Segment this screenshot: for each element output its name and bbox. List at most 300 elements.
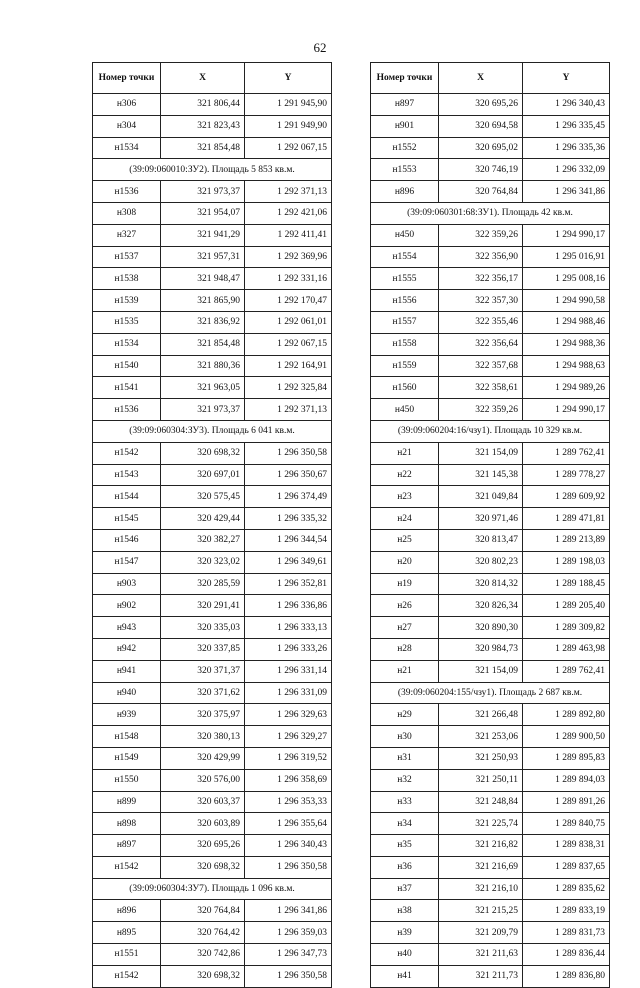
x-coordinate-cell: 322 356,64 (439, 333, 523, 355)
x-coordinate-cell: 321 854,48 (161, 333, 245, 355)
y-coordinate-cell: 1 296 331,14 (245, 660, 332, 682)
point-cell: н1551 (93, 944, 161, 966)
point-cell: н895 (93, 922, 161, 944)
table-row (93, 355, 332, 377)
point-cell: н1546 (93, 529, 161, 551)
y-coordinate-cell: 1 296 336,86 (245, 595, 332, 617)
point-cell: н1560 (371, 377, 439, 399)
point-cell: н32 (371, 769, 439, 791)
x-coordinate-cell: 320 335,03 (161, 617, 245, 639)
point-cell: н942 (93, 638, 161, 660)
x-coordinate-cell: 320 890,30 (439, 617, 523, 639)
x-coordinate-cell: 320 695,26 (439, 94, 523, 116)
table-row (93, 115, 332, 137)
point-cell: н304 (93, 115, 161, 137)
section-title: (39:09:060204:16/чзу1). Площадь 10 329 кв.м. (371, 420, 610, 442)
point-cell: н40 (371, 944, 439, 966)
table-row (371, 442, 610, 464)
y-coordinate-cell: 1 292 170,47 (245, 290, 332, 312)
y-coordinate-cell: 1 296 344,54 (245, 529, 332, 551)
x-coordinate-cell: 321 209,79 (439, 922, 523, 944)
table-row (93, 944, 332, 966)
x-coordinate-cell: 321 954,07 (161, 202, 245, 224)
y-coordinate-cell: 1 289 213,89 (523, 529, 610, 551)
y-coordinate-cell: 1 292 369,96 (245, 246, 332, 268)
y-coordinate-cell: 1 296 355,64 (245, 813, 332, 835)
y-coordinate-cell: 1 289 894,03 (523, 769, 610, 791)
x-coordinate-cell: 321 216,69 (439, 856, 523, 878)
table-row (371, 856, 610, 878)
table-row (371, 878, 610, 900)
point-cell: н896 (371, 181, 439, 203)
table-row (371, 617, 610, 639)
x-coordinate-cell: 322 357,30 (439, 290, 523, 312)
x-coordinate-cell: 320 698,32 (161, 965, 245, 987)
point-cell: н1534 (93, 333, 161, 355)
section-row (371, 682, 610, 704)
y-coordinate-cell: 1 292 067,15 (245, 333, 332, 355)
column-header-x: X (161, 63, 245, 94)
table-row (93, 638, 332, 660)
x-coordinate-cell: 320 694,58 (439, 115, 523, 137)
point-cell: н35 (371, 835, 439, 857)
y-coordinate-cell: 1 292 411,41 (245, 224, 332, 246)
x-coordinate-cell: 321 216,82 (439, 835, 523, 857)
y-coordinate-cell: 1 296 353,33 (245, 791, 332, 813)
x-coordinate-cell: 320 575,45 (161, 486, 245, 508)
point-cell: н26 (371, 595, 439, 617)
point-cell: н24 (371, 508, 439, 530)
table-row (371, 965, 610, 987)
x-coordinate-cell: 320 371,37 (161, 660, 245, 682)
x-coordinate-cell: 321 963,05 (161, 377, 245, 399)
x-coordinate-cell: 321 973,37 (161, 181, 245, 203)
x-coordinate-cell: 320 697,01 (161, 464, 245, 486)
y-coordinate-cell: 1 292 371,13 (245, 399, 332, 421)
x-coordinate-cell: 321 225,74 (439, 813, 523, 835)
x-coordinate-cell: 320 323,02 (161, 551, 245, 573)
y-coordinate-cell: 1 296 341,86 (245, 900, 332, 922)
point-cell: н1548 (93, 726, 161, 748)
table-row (371, 660, 610, 682)
table-row (93, 813, 332, 835)
x-coordinate-cell: 320 746,19 (439, 159, 523, 181)
table-row (93, 595, 332, 617)
x-coordinate-cell: 322 356,90 (439, 246, 523, 268)
coordinates-table-left-body (93, 94, 332, 988)
table-row (93, 290, 332, 312)
table-row (93, 856, 332, 878)
y-coordinate-cell: 1 296 358,69 (245, 769, 332, 791)
y-coordinate-cell: 1 296 335,45 (523, 115, 610, 137)
point-cell: н34 (371, 813, 439, 835)
x-coordinate-cell: 321 823,43 (161, 115, 245, 137)
y-coordinate-cell: 1 289 840,75 (523, 813, 610, 835)
point-cell: н902 (93, 595, 161, 617)
section-row (93, 420, 332, 442)
x-coordinate-cell: 320 285,59 (161, 573, 245, 595)
x-coordinate-cell: 320 698,32 (161, 442, 245, 464)
point-cell: н1556 (371, 290, 439, 312)
y-coordinate-cell: 1 296 374,49 (245, 486, 332, 508)
column-header-point: Номер точки (371, 63, 439, 94)
x-coordinate-cell: 321 973,37 (161, 399, 245, 421)
x-coordinate-cell: 321 154,09 (439, 660, 523, 682)
y-coordinate-cell: 1 292 164,91 (245, 355, 332, 377)
point-cell: н1557 (371, 311, 439, 333)
section-row (371, 420, 610, 442)
point-cell: н1544 (93, 486, 161, 508)
y-coordinate-cell: 1 295 008,16 (523, 268, 610, 290)
y-coordinate-cell: 1 292 061,01 (245, 311, 332, 333)
point-cell: н21 (371, 660, 439, 682)
table-row (371, 835, 610, 857)
section-row (371, 202, 610, 224)
x-coordinate-cell: 321 880,36 (161, 355, 245, 377)
table-row (371, 311, 610, 333)
x-coordinate-cell: 321 145,38 (439, 464, 523, 486)
point-cell: н1545 (93, 508, 161, 530)
table-row (371, 464, 610, 486)
y-coordinate-cell: 1 294 988,46 (523, 311, 610, 333)
point-cell: н30 (371, 726, 439, 748)
column-header-y: Y (245, 63, 332, 94)
table-row (371, 529, 610, 551)
table-row (93, 94, 332, 116)
table-row (371, 551, 610, 573)
table-row (93, 508, 332, 530)
x-coordinate-cell: 321 836,92 (161, 311, 245, 333)
table-row (93, 835, 332, 857)
point-cell: н896 (93, 900, 161, 922)
y-coordinate-cell: 1 296 329,63 (245, 704, 332, 726)
table-row (371, 355, 610, 377)
point-cell: н1534 (93, 137, 161, 159)
table-row (371, 638, 610, 660)
section-title: (39:09:060301:68:ЗУ1). Площадь 42 кв.м. (371, 202, 610, 224)
y-coordinate-cell: 1 294 990,58 (523, 290, 610, 312)
table-row (93, 442, 332, 464)
section-title: (39:09:060010:ЗУ2). Площадь 5 853 кв.м. (93, 159, 332, 181)
table-row (93, 551, 332, 573)
y-coordinate-cell: 1 296 350,67 (245, 464, 332, 486)
x-coordinate-cell: 320 764,84 (161, 900, 245, 922)
point-cell: н897 (93, 835, 161, 857)
point-cell: н940 (93, 682, 161, 704)
table-row (93, 333, 332, 355)
point-cell: н23 (371, 486, 439, 508)
point-cell: н39 (371, 922, 439, 944)
table-row (93, 464, 332, 486)
point-cell: н903 (93, 573, 161, 595)
column-header-point: Номер точки (93, 63, 161, 94)
x-coordinate-cell: 320 380,13 (161, 726, 245, 748)
x-coordinate-cell: 322 359,26 (439, 399, 523, 421)
table-row (371, 900, 610, 922)
y-coordinate-cell: 1 289 188,45 (523, 573, 610, 595)
point-cell: н1540 (93, 355, 161, 377)
table-header-row (93, 63, 332, 94)
y-coordinate-cell: 1 296 341,86 (523, 181, 610, 203)
x-coordinate-cell: 320 695,26 (161, 835, 245, 857)
y-coordinate-cell: 1 295 016,91 (523, 246, 610, 268)
point-cell: н1542 (93, 856, 161, 878)
point-cell: н899 (93, 791, 161, 813)
y-coordinate-cell: 1 296 319,52 (245, 747, 332, 769)
y-coordinate-cell: 1 296 340,43 (523, 94, 610, 116)
point-cell: н1536 (93, 181, 161, 203)
y-coordinate-cell: 1 292 331,16 (245, 268, 332, 290)
x-coordinate-cell: 320 382,27 (161, 529, 245, 551)
x-coordinate-cell: 322 355,46 (439, 311, 523, 333)
table-row (371, 181, 610, 203)
table-row (93, 965, 332, 987)
x-coordinate-cell: 320 603,89 (161, 813, 245, 835)
table-row (93, 617, 332, 639)
y-coordinate-cell: 1 292 421,06 (245, 202, 332, 224)
y-coordinate-cell: 1 289 891,26 (523, 791, 610, 813)
point-cell: н450 (371, 399, 439, 421)
point-cell: н1550 (93, 769, 161, 791)
point-cell: н31 (371, 747, 439, 769)
point-cell: н1549 (93, 747, 161, 769)
x-coordinate-cell: 322 357,68 (439, 355, 523, 377)
x-coordinate-cell: 321 957,31 (161, 246, 245, 268)
y-coordinate-cell: 1 289 309,82 (523, 617, 610, 639)
point-cell: н1554 (371, 246, 439, 268)
y-coordinate-cell: 1 289 836,80 (523, 965, 610, 987)
section-title: (39:09:060204:155/чзу1). Площадь 2 687 кв.м. (371, 682, 610, 704)
table-row (371, 333, 610, 355)
table-row (93, 377, 332, 399)
table-row (371, 377, 610, 399)
table-row (371, 573, 610, 595)
table-row (93, 791, 332, 813)
table-row (93, 268, 332, 290)
y-coordinate-cell: 1 296 331,09 (245, 682, 332, 704)
x-coordinate-cell: 321 154,09 (439, 442, 523, 464)
point-cell: н1543 (93, 464, 161, 486)
x-coordinate-cell: 320 576,00 (161, 769, 245, 791)
point-cell: н1535 (93, 311, 161, 333)
y-coordinate-cell: 1 296 333,13 (245, 617, 332, 639)
x-coordinate-cell: 322 359,26 (439, 224, 523, 246)
point-cell: н901 (371, 115, 439, 137)
table-row (371, 246, 610, 268)
point-cell: н1541 (93, 377, 161, 399)
point-cell: н41 (371, 965, 439, 987)
point-cell: н19 (371, 573, 439, 595)
table-row (93, 900, 332, 922)
point-cell: н38 (371, 900, 439, 922)
point-cell: н308 (93, 202, 161, 224)
table-row (93, 747, 332, 769)
x-coordinate-cell: 320 826,34 (439, 595, 523, 617)
point-cell: н29 (371, 704, 439, 726)
y-coordinate-cell: 1 289 838,31 (523, 835, 610, 857)
y-coordinate-cell: 1 289 837,65 (523, 856, 610, 878)
y-coordinate-cell: 1 296 350,58 (245, 965, 332, 987)
table-row (371, 399, 610, 421)
x-coordinate-cell: 320 291,41 (161, 595, 245, 617)
x-coordinate-cell: 321 211,63 (439, 944, 523, 966)
x-coordinate-cell: 321 250,93 (439, 747, 523, 769)
point-cell: н1538 (93, 268, 161, 290)
x-coordinate-cell: 321 806,44 (161, 94, 245, 116)
y-coordinate-cell: 1 289 463,98 (523, 638, 610, 660)
y-coordinate-cell: 1 289 895,83 (523, 747, 610, 769)
y-coordinate-cell: 1 296 352,81 (245, 573, 332, 595)
x-coordinate-cell: 321 948,47 (161, 268, 245, 290)
y-coordinate-cell: 1 289 835,62 (523, 878, 610, 900)
y-coordinate-cell: 1 296 359,03 (245, 922, 332, 944)
x-coordinate-cell: 320 984,73 (439, 638, 523, 660)
point-cell: н450 (371, 224, 439, 246)
x-coordinate-cell: 321 216,10 (439, 878, 523, 900)
y-coordinate-cell: 1 289 762,41 (523, 442, 610, 464)
x-coordinate-cell: 322 356,17 (439, 268, 523, 290)
x-coordinate-cell: 321 266,48 (439, 704, 523, 726)
x-coordinate-cell: 320 698,32 (161, 856, 245, 878)
y-coordinate-cell: 1 296 335,32 (245, 508, 332, 530)
y-coordinate-cell: 1 289 892,80 (523, 704, 610, 726)
point-cell: н1555 (371, 268, 439, 290)
table-row (93, 573, 332, 595)
x-coordinate-cell: 320 742,86 (161, 944, 245, 966)
x-coordinate-cell: 320 603,37 (161, 791, 245, 813)
y-coordinate-cell: 1 289 833,19 (523, 900, 610, 922)
table-row (93, 246, 332, 268)
point-cell: н33 (371, 791, 439, 813)
y-coordinate-cell: 1 294 989,26 (523, 377, 610, 399)
point-cell: н1542 (93, 965, 161, 987)
y-coordinate-cell: 1 294 988,63 (523, 355, 610, 377)
table-row (371, 813, 610, 835)
point-cell: н943 (93, 617, 161, 639)
point-cell: н36 (371, 856, 439, 878)
y-coordinate-cell: 1 289 831,73 (523, 922, 610, 944)
table-row (93, 529, 332, 551)
section-title: (39:09:060304:ЗУ3). Площадь 6 041 кв.м. (93, 420, 332, 442)
y-coordinate-cell: 1 289 762,41 (523, 660, 610, 682)
table-row (371, 791, 610, 813)
y-coordinate-cell: 1 296 335,36 (523, 137, 610, 159)
table-row (93, 311, 332, 333)
table-row (371, 769, 610, 791)
coordinates-table-left (92, 62, 332, 988)
table-row (93, 922, 332, 944)
column-header-y: Y (523, 63, 610, 94)
point-cell: н1539 (93, 290, 161, 312)
table-row (93, 769, 332, 791)
point-cell: н897 (371, 94, 439, 116)
table-row (93, 202, 332, 224)
table-row (93, 682, 332, 704)
point-cell: н941 (93, 660, 161, 682)
y-coordinate-cell: 1 294 988,36 (523, 333, 610, 355)
point-cell: н306 (93, 94, 161, 116)
point-cell: н28 (371, 638, 439, 660)
table-row (371, 508, 610, 530)
x-coordinate-cell: 320 764,42 (161, 922, 245, 944)
x-coordinate-cell: 321 211,73 (439, 965, 523, 987)
table-row (371, 290, 610, 312)
table-row (93, 660, 332, 682)
table-row (93, 224, 332, 246)
table-row (93, 486, 332, 508)
x-coordinate-cell: 320 764,84 (439, 181, 523, 203)
table-row (371, 747, 610, 769)
y-coordinate-cell: 1 296 350,58 (245, 856, 332, 878)
x-coordinate-cell: 321 049,84 (439, 486, 523, 508)
y-coordinate-cell: 1 292 325,84 (245, 377, 332, 399)
y-coordinate-cell: 1 291 949,90 (245, 115, 332, 137)
y-coordinate-cell: 1 294 990,17 (523, 399, 610, 421)
point-cell: н898 (93, 813, 161, 835)
y-coordinate-cell: 1 289 471,81 (523, 508, 610, 530)
y-coordinate-cell: 1 289 205,40 (523, 595, 610, 617)
table-row (93, 399, 332, 421)
table-row (371, 224, 610, 246)
section-row (93, 159, 332, 181)
x-coordinate-cell: 321 854,48 (161, 137, 245, 159)
table-row (371, 944, 610, 966)
x-coordinate-cell: 320 971,46 (439, 508, 523, 530)
y-coordinate-cell: 1 296 340,43 (245, 835, 332, 857)
point-cell: н25 (371, 529, 439, 551)
table-row (371, 726, 610, 748)
table-row (371, 595, 610, 617)
x-coordinate-cell: 320 375,97 (161, 704, 245, 726)
y-coordinate-cell: 1 296 350,58 (245, 442, 332, 464)
point-cell: н20 (371, 551, 439, 573)
point-cell: н1547 (93, 551, 161, 573)
table-row (371, 704, 610, 726)
x-coordinate-cell: 321 215,25 (439, 900, 523, 922)
x-coordinate-cell: 321 250,11 (439, 769, 523, 791)
point-cell: н1536 (93, 399, 161, 421)
x-coordinate-cell: 321 248,84 (439, 791, 523, 813)
point-cell: н1558 (371, 333, 439, 355)
x-coordinate-cell: 320 337,85 (161, 638, 245, 660)
x-coordinate-cell: 320 813,47 (439, 529, 523, 551)
table-row (93, 181, 332, 203)
table-row (93, 137, 332, 159)
x-coordinate-cell: 321 941,29 (161, 224, 245, 246)
point-cell: н37 (371, 878, 439, 900)
table-row (371, 159, 610, 181)
y-coordinate-cell: 1 292 067,15 (245, 137, 332, 159)
table-row (371, 268, 610, 290)
y-coordinate-cell: 1 289 900,50 (523, 726, 610, 748)
table-row (371, 94, 610, 116)
y-coordinate-cell: 1 296 329,27 (245, 726, 332, 748)
x-coordinate-cell: 320 695,02 (439, 137, 523, 159)
coordinates-table-right (370, 62, 610, 988)
x-coordinate-cell: 322 358,61 (439, 377, 523, 399)
point-cell: н21 (371, 442, 439, 464)
y-coordinate-cell: 1 296 349,61 (245, 551, 332, 573)
table-row (93, 726, 332, 748)
point-cell: н1542 (93, 442, 161, 464)
section-title: (39:09:060304:ЗУ7). Площадь 1 096 кв.м. (93, 878, 332, 900)
y-coordinate-cell: 1 289 836,44 (523, 944, 610, 966)
section-row (93, 878, 332, 900)
table-row (371, 115, 610, 137)
table-row (371, 137, 610, 159)
table-row (371, 486, 610, 508)
point-cell: н1552 (371, 137, 439, 159)
